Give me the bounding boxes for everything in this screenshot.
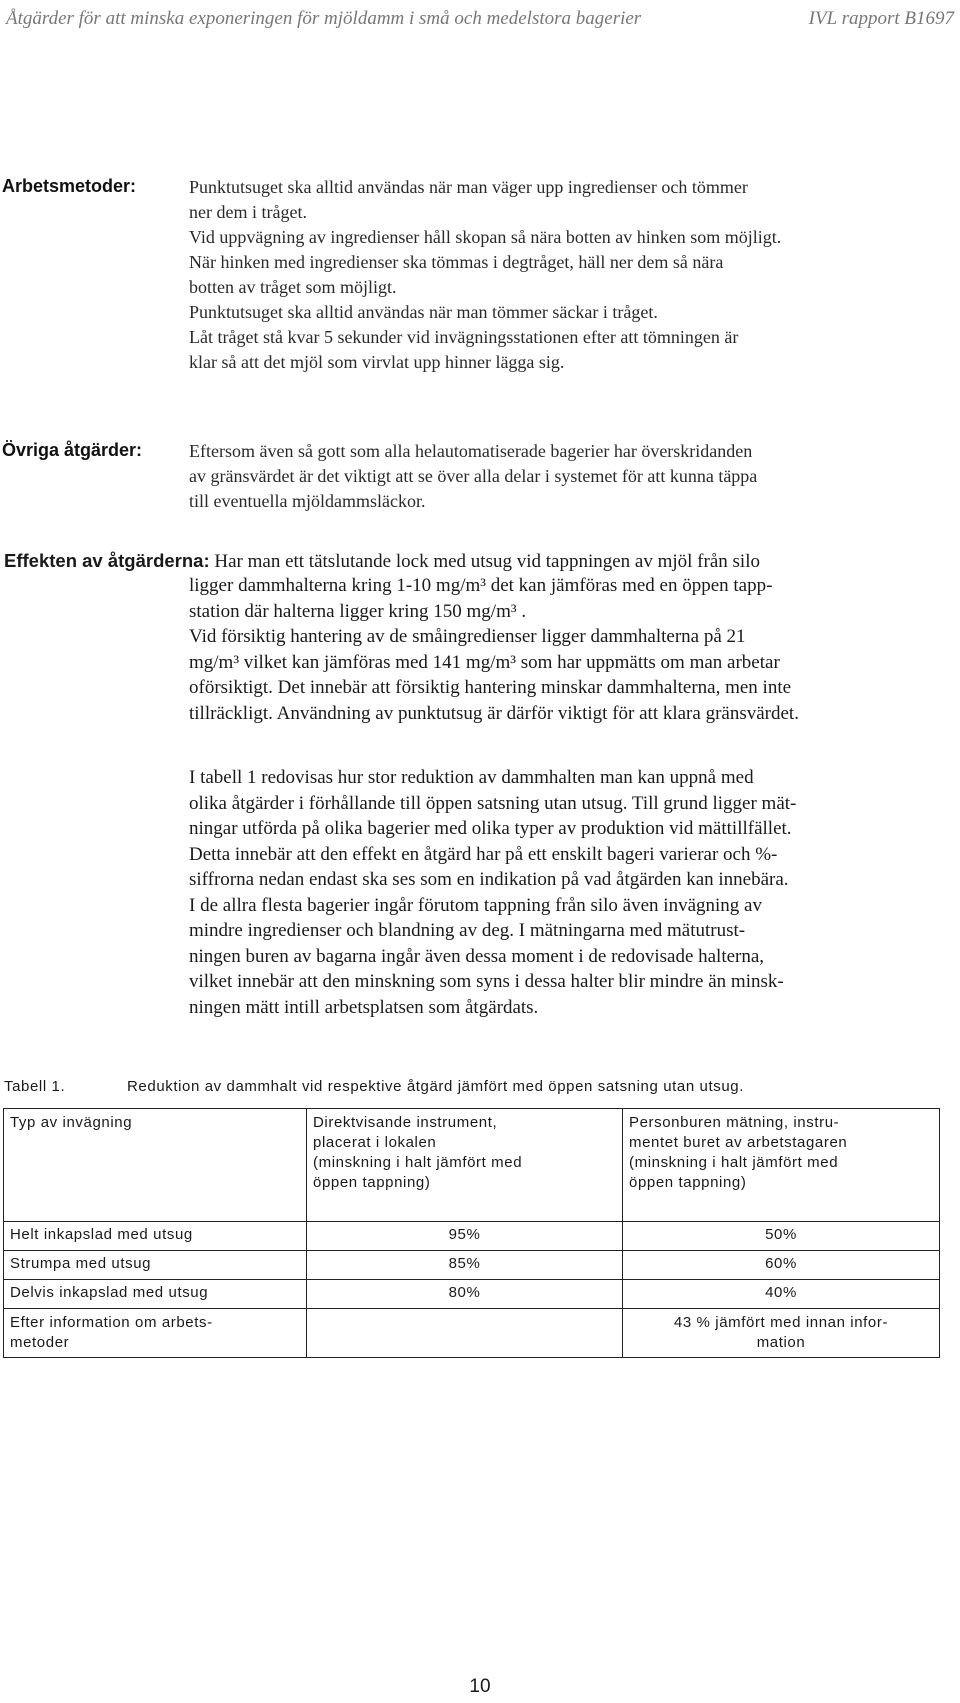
- text-line: olika åtgärder i förhållande till öppen satsning utan utsug. Till grund ligger mät-: [189, 792, 797, 814]
- row-type: Helt inkapslad med utsug: [4, 1222, 307, 1251]
- text-line: ningar utförda på olika bagerier med olika typer av produktion vid mättillfället.: [189, 818, 792, 839]
- text-line: vilket innebär att den minskning som syns i dessa halter blir mindre än minsk-: [189, 971, 784, 992]
- cell-line: Efter information om arbets-: [10, 1314, 213, 1331]
- text-line: Detta innebär att den effekt en åtgärd har på ett enskilt bageri varierar och %-: [189, 843, 778, 865]
- text-line: siffrorna nedan endast ska ses som en indikation på vad åtgärden kan innebära.: [189, 869, 789, 890]
- text-line: I tabell 1 redovisas hur stor reduktion av dammhalten man kan uppnå med: [189, 767, 754, 788]
- text-line: Punktutsuget ska alltid användas när man väger upp ingredienser och tömmer: [189, 177, 748, 197]
- cell-line: metoder: [10, 1334, 70, 1351]
- table-row: [4, 1251, 940, 1280]
- body-paragraph: [189, 765, 796, 1020]
- text-line: ningen buren av bagarna ingår även dessa moment i de redovisade halterna,: [189, 945, 765, 967]
- header-cell-direct: [307, 1109, 623, 1222]
- text-line: till eventuella mjöldammsläckor.: [189, 491, 426, 511]
- text-line: mindre ingredienser och blandning av deg. I mätningarna med mätutrust-: [189, 920, 746, 941]
- header-line: öppen tappning): [313, 1174, 431, 1191]
- row-personal-value: [623, 1309, 940, 1358]
- text-line: Eftersom även så gott som alla helautomatiserade bagerier har överskridanden: [189, 441, 753, 461]
- reduction-table: [3, 1108, 940, 1358]
- table-header-row: [4, 1109, 940, 1222]
- text-line: ligger dammhalterna kring 1-10 mg/m³ det kan jämföras med en öppen tapp-: [189, 575, 773, 596]
- table-caption-text: Reduktion av dammhalt vid respektive åtgärd jämfört med öppen satsning utan utsug.: [127, 1078, 745, 1095]
- text-line: station där halterna ligger kring 150 mg/m³ .: [189, 600, 527, 622]
- text-line: klar så att det mjöl som virvlat upp hinner lägga sig.: [189, 352, 565, 372]
- text-line: Har man ett tätslutande lock med utsug vid tappningen av mjöl från silo: [214, 551, 760, 572]
- text-line: Vid försiktig hantering av de småingredienser ligger dammhalterna på 21: [189, 626, 746, 647]
- ovriga-text: [189, 439, 757, 514]
- cell-line: 43 % jämfört med innan infor-: [673, 1314, 889, 1331]
- arbetsmetoder-label: Arbetsmetoder:: [2, 176, 137, 196]
- row-direct-value: 80%: [307, 1280, 623, 1309]
- running-header-report-id: IVL rapport B1697: [808, 8, 954, 29]
- row-type: Strumpa med utsug: [4, 1251, 307, 1280]
- text-line: När hinken med ingredienser ska tömmas i degtråget, häll ner dem så nära: [189, 252, 724, 272]
- row-direct-value: [307, 1309, 623, 1358]
- table-row: [4, 1222, 940, 1251]
- row-direct-value: 85%: [307, 1251, 623, 1280]
- table-caption-number: Tabell 1.: [4, 1078, 66, 1095]
- text-line: tillräckligt. Användning av punktutsug är därför viktigt för att klara gränsvärdet.: [189, 702, 799, 724]
- text-line: av gränsvärdet är det viktigt att se över alla delar i systemet för att kunna täppa: [189, 466, 758, 486]
- header-cell-type: [4, 1109, 307, 1222]
- text-line: Vid uppvägning av ingredienser håll skopan så nära botten av hinken som möjligt.: [189, 227, 782, 247]
- page-number: 10: [469, 1676, 491, 1697]
- text-line: botten av tråget som möjligt.: [189, 277, 397, 297]
- header-line: (minskning i halt jämfört med: [629, 1154, 839, 1171]
- header-line: mentet buret av arbetstagaren: [629, 1134, 848, 1151]
- header-line: Direktvisande instrument,: [313, 1114, 498, 1131]
- effekten-text: [189, 573, 799, 726]
- row-direct-value: 95%: [307, 1222, 623, 1251]
- table-row: [4, 1280, 940, 1309]
- text-line: I de allra flesta bagerier ingår förutom tappning från silo även invägning av: [189, 894, 762, 916]
- header-line: Typ av invägning: [10, 1114, 133, 1131]
- row-personal-value: 60%: [623, 1251, 940, 1280]
- text-line: mg/m³ vilket kan jämföras med 141 mg/m³ som har uppmätts om man arbetar: [189, 651, 780, 673]
- text-line: Låt tråget stå kvar 5 sekunder vid invägningsstationen efter att tömningen är: [189, 327, 739, 347]
- ovriga-label: Övriga åtgärder:: [2, 440, 143, 460]
- header-line: placerat i lokalen: [313, 1134, 437, 1151]
- row-personal-value: 40%: [623, 1280, 940, 1309]
- header-cell-personal: [623, 1109, 940, 1222]
- text-line: ner dem i tråget.: [189, 202, 307, 222]
- row-personal-value: 50%: [623, 1222, 940, 1251]
- effekten-label: Effekten av åtgärderna:: [4, 550, 210, 571]
- table-row: [4, 1309, 940, 1358]
- header-line: Personburen mätning, instru-: [629, 1114, 840, 1131]
- text-line: oförsiktigt. Det innebär att försiktig hantering minskar dammhalterna, men inte: [189, 677, 792, 698]
- effekten-first-line: [4, 548, 760, 575]
- cell-line: mation: [756, 1334, 806, 1351]
- row-type: Delvis inkapslad med utsug: [4, 1280, 307, 1309]
- running-header-title: Åtgärder för att minska exponeringen för mjöldamm i små och medelstora bagerier: [6, 8, 642, 29]
- header-line: öppen tappning): [629, 1174, 747, 1191]
- text-line: ningen mätt intill arbetsplatsen som åtgärdats.: [189, 996, 539, 1018]
- arbetsmetoder-text: [189, 175, 781, 375]
- row-type: [4, 1309, 307, 1358]
- header-line: (minskning i halt jämfört med: [313, 1154, 523, 1171]
- text-line: Punktutsuget ska alltid användas när man tömmer säckar i tråget.: [189, 302, 658, 322]
